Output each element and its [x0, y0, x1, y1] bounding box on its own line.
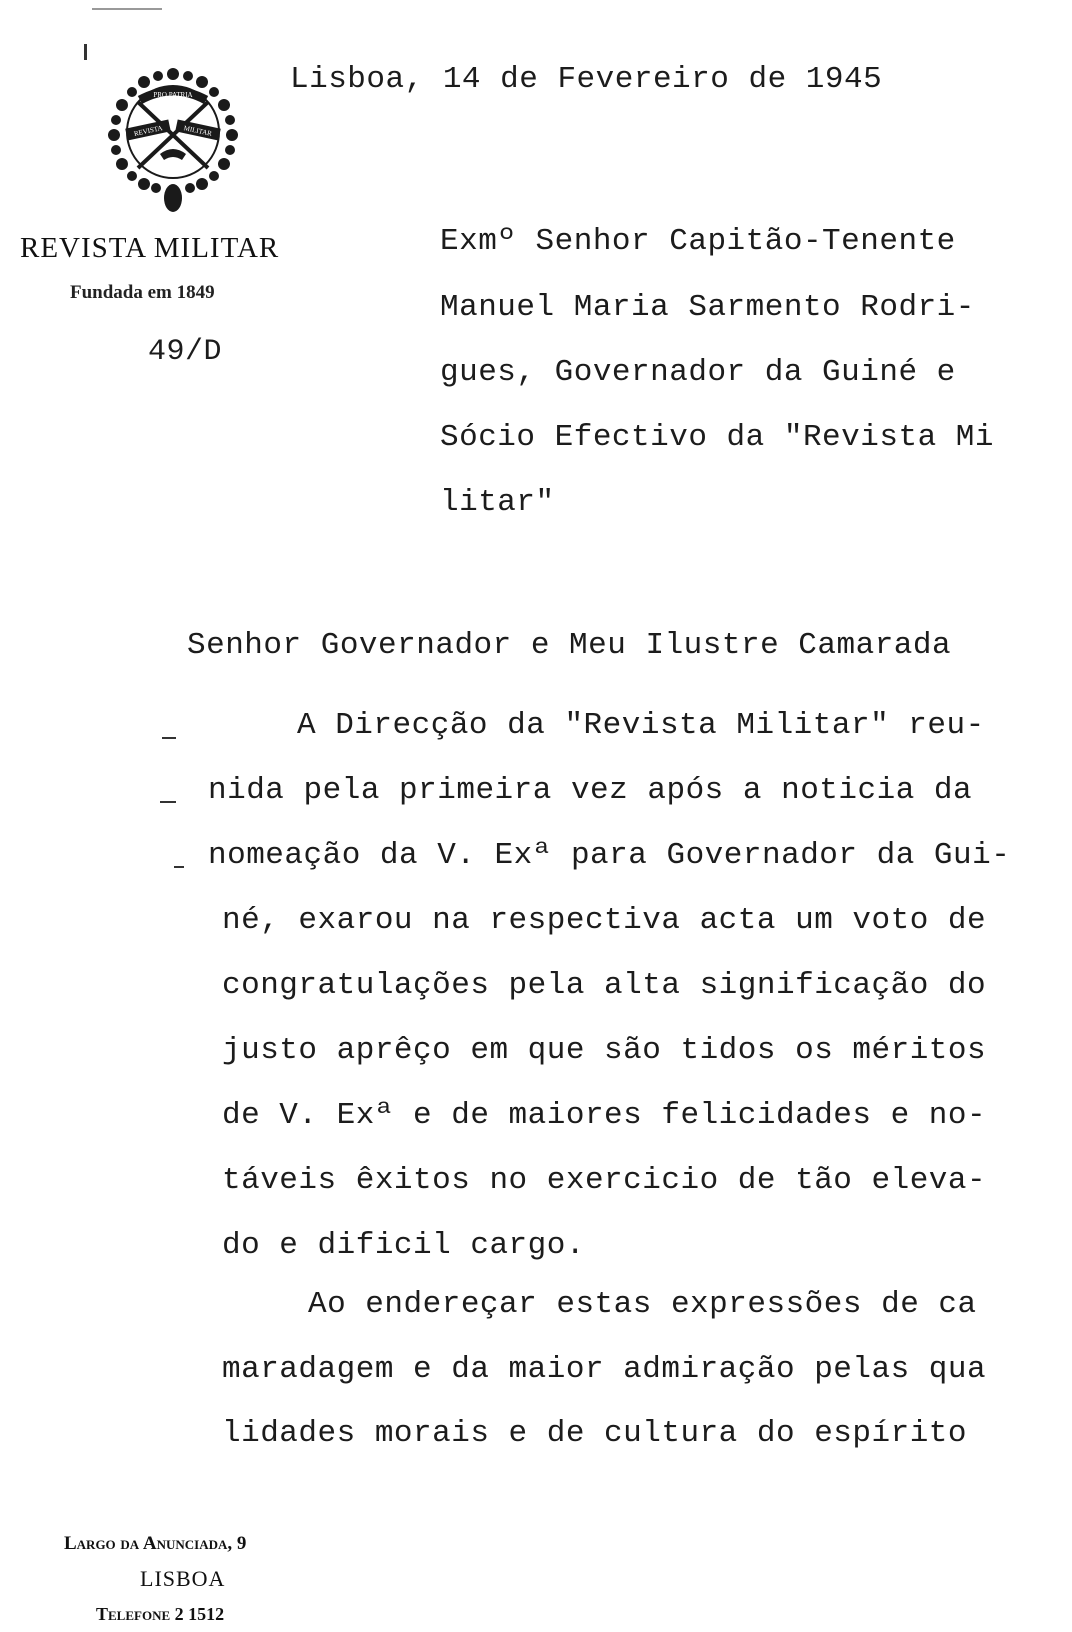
margin-mark: [162, 737, 176, 739]
body-line: maradagem e da maior admiração pelas qua: [222, 1352, 987, 1387]
footer-address: Largo da Anunciada, 9: [64, 1533, 247, 1554]
reference-number: 49/D: [148, 335, 223, 369]
svg-text:MILITAR: MILITAR: [182, 124, 213, 138]
body-line: Ao endereçar estas expressões de ca: [308, 1287, 977, 1322]
date-line: Lisboa, 14 de Fevereiro de 1945: [290, 62, 883, 97]
body-line: de V. Exª e de maiores felicidades e no-: [222, 1098, 987, 1133]
addressee-line: Manuel Maria Sarmento Rodri-: [440, 290, 975, 325]
body-line: né, exarou na respectiva acta um voto de: [222, 903, 987, 938]
addressee-line: gues, Governador da Guiné e: [440, 355, 956, 390]
addressee-line: Exmº Senhor Capitão-Tenente: [440, 224, 956, 259]
body-line: justo aprêço em que são tidos os méritos: [222, 1033, 987, 1068]
svg-text:PRO PATRIA: PRO PATRIA: [153, 91, 193, 99]
body-line: lidades morais e de cultura do espírito: [222, 1416, 968, 1451]
margin-mark: [92, 8, 162, 10]
footer-city: LISBOA: [140, 1566, 226, 1591]
body-line: táveis êxitos no exercicio de tão eleva-: [222, 1163, 987, 1198]
salutation: Senhor Governador e Meu Ilustre Camarada: [187, 628, 952, 663]
masthead-title: REVISTA MILITAR: [20, 232, 280, 264]
body-line: do e dificil cargo.: [222, 1228, 585, 1263]
body-line: A Direcção da "Revista Militar" reu-: [297, 708, 985, 743]
revista-militar-seal-icon: [98, 60, 248, 220]
footer-phone: Telefone 2 1512: [96, 1604, 225, 1624]
body-line: nomeação da V. Exª para Governador da Gui-: [208, 838, 1011, 873]
body-line: congratulações pela alta significação do: [222, 968, 987, 1003]
svg-text:REVISTA: REVISTA: [133, 124, 164, 138]
margin-mark: [84, 44, 87, 60]
margin-mark: [160, 801, 176, 803]
body-line: nida pela primeira vez após a noticia da: [208, 773, 973, 808]
addressee-line: Sócio Efectivo da "Revista Mi: [440, 420, 994, 455]
margin-mark: [174, 866, 184, 868]
founded-line: Fundada em 1849: [70, 282, 215, 303]
addressee-line: litar": [440, 485, 555, 520]
